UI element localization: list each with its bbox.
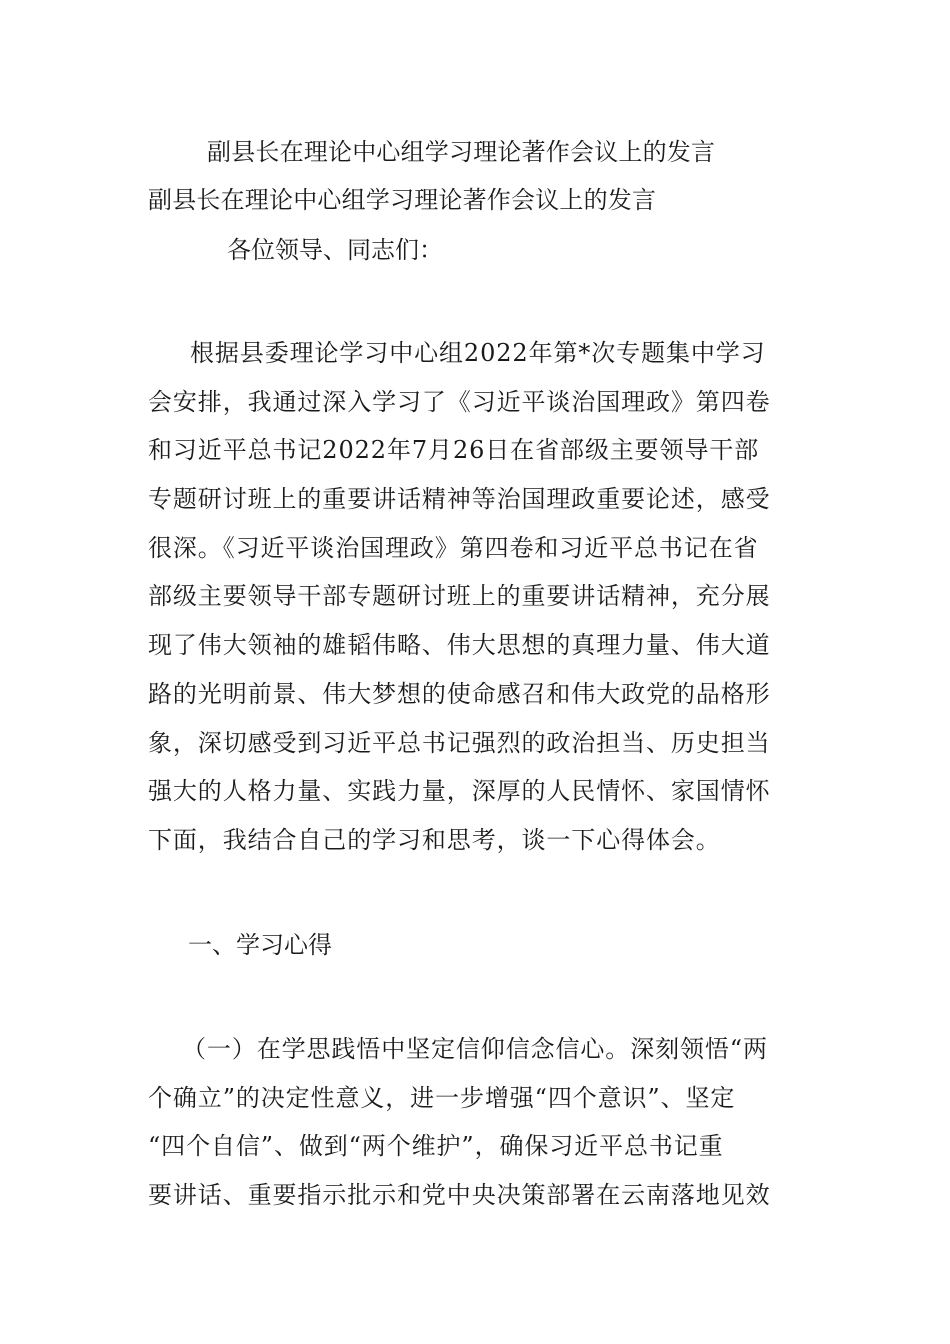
paragraph-line: 现了伟大领袖的雄韬伟略、伟大思想的真理力量、伟大道 — [148, 631, 771, 660]
paragraph-section-1 — [148, 1025, 808, 1220]
paragraph-line: 专题研讨班上的重要讲话精神等治国理政重要论述，感受 — [148, 485, 771, 514]
paragraph-line: “四个自信”、做到“两个维护”，确保习近平总书记重 — [148, 1132, 724, 1161]
paragraph-line: 个确立”的决定性意义，进一步增强“四个意识”、坚定 — [148, 1083, 736, 1112]
paragraph-line: 下面，我结合自己的学习和思考，谈一下心得体会。 — [148, 825, 721, 854]
paragraph-line: 象，深切感受到习近平总书记强烈的政治担当、历史担当 — [148, 728, 771, 757]
paragraph-line: 会安排，我通过深入学习了《习近平谈治国理政》第四卷 — [148, 387, 771, 416]
paragraph-line: （一）在学思践悟中坚定信仰信念信心。深刻领悟“两 — [182, 1035, 768, 1063]
paragraph-line: 要讲话、重要指示批示和党中央决策部署在云南落地见效 — [148, 1181, 771, 1210]
paragraph-line: 路的光明前景、伟大梦想的使命感召和伟大政党的品格形 — [148, 679, 771, 708]
section-heading: 一、学习心得 — [188, 931, 332, 959]
paragraph-line: 强大的人格力量、实践力量，深厚的人民情怀、家国情怀 — [148, 777, 771, 806]
document-title-repeat: 副县长在理论中心组学习理论著作会议上的发言 — [148, 186, 657, 214]
paragraph-line: 很深。《习近平谈治国理政》第四卷和习近平总书记在省 — [148, 533, 759, 562]
document-title: 副县长在理论中心组学习理论著作会议上的发言 — [207, 138, 716, 166]
paragraph-line: 根据县委理论学习中心组2022年第*次专题集中学习 — [190, 339, 766, 367]
paragraph-line: 和习近平总书记2022年7月26日在省部级主要领导干部 — [148, 436, 760, 465]
greeting: 各位领导、同志们： — [227, 236, 443, 264]
paragraph-line: 部级主要领导干部专题研讨班上的重要讲话精神，充分展 — [148, 582, 771, 611]
paragraph-intro — [148, 329, 808, 865]
